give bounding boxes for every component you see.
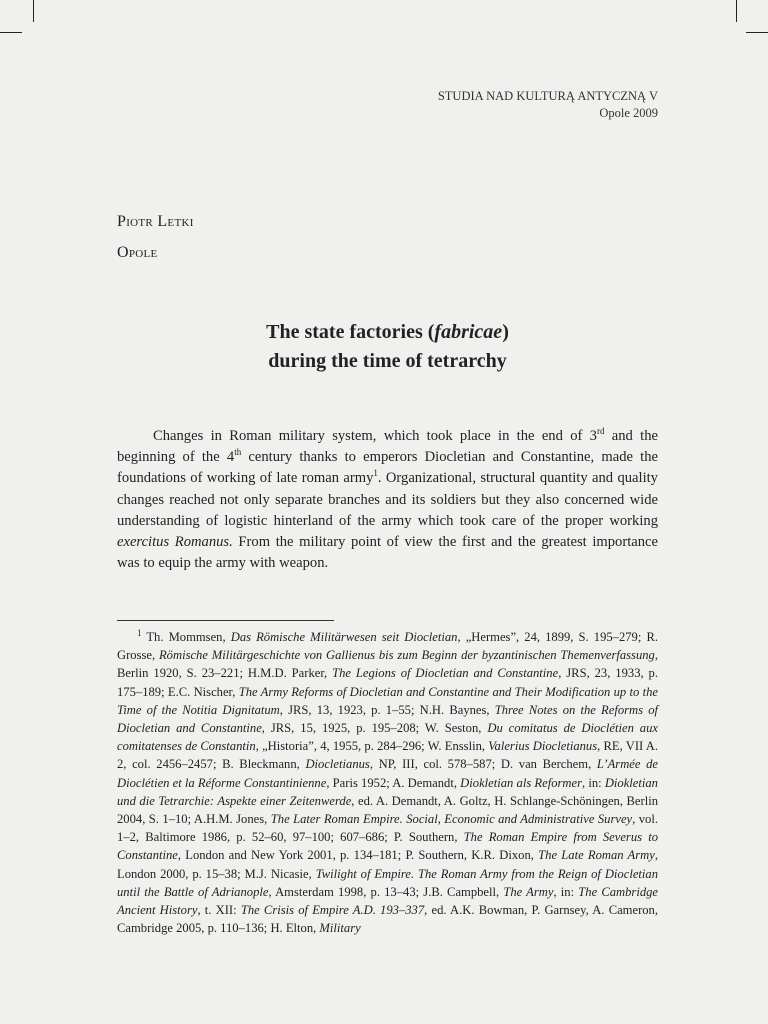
- footnote-text: , ed. A. Demandt, A. Goltz, H. Schlange-Schöningen, Berlin 2004, S. 1–10; A.H.M. Jones,: [117, 793, 658, 827]
- footnote-text: , Amsterdam 1998, p. 13–43; J.B. Campbell,: [268, 884, 504, 899]
- author-name: Piotr Letki: [117, 213, 194, 230]
- para-text-4: . Organizational, structural quantity and quality changes reached not only separate branches and its soldiers but they also concerned wide understanding of logistic hinterland of the army which took care of the proper working: [117, 470, 658, 529]
- title-line-2: during the time of tetrarchy: [268, 350, 507, 372]
- footnote-cited-title: The Army: [503, 884, 554, 899]
- footnote-text: , t. XII:: [197, 903, 241, 918]
- title-italic: fabricae: [434, 321, 503, 343]
- crop-mark-left-h: [0, 32, 22, 33]
- para-text-3: century thanks to emperors Diocletian and Constantine, made the foundations of working of late roman army: [117, 449, 658, 487]
- footnote-text: , NP, III, col. 578–587; D. van Berchem,: [369, 757, 597, 772]
- footnote-1: [117, 628, 658, 937]
- para-text-2: and the beginning of the 4: [117, 428, 658, 466]
- body-paragraph: [117, 426, 658, 574]
- para-text-6: From the military point of view the first and the greatest importance was to equip the army with weapon.: [117, 534, 659, 572]
- footnote-text: , RE, VII A. 2, col. 2456–2457; B. Bleckmann,: [117, 739, 658, 772]
- journal-title: STUDIA NAD KULTURĄ ANTYCZNĄ V: [437, 89, 658, 103]
- footnote-cited-title: Military: [319, 921, 361, 936]
- footnote-separator: [117, 620, 334, 621]
- footnote-cited-title: Three Notes on the Reforms of Diocletian and Constantine: [117, 702, 658, 736]
- crop-mark-right: [736, 0, 737, 22]
- crop-mark-left: [33, 0, 34, 22]
- para-text-1: Changes in Roman military system, which took place in the end of 3: [153, 428, 597, 444]
- footnote-cited-title: Diocletianus: [305, 757, 370, 772]
- footnote-cited-title: L’Armée de Dioclétien et la Réforme Constantinienne: [117, 757, 659, 790]
- author-block: [117, 206, 194, 268]
- footnote-text: , JRS, 13, 1923, p. 1–55; N.H. Baynes,: [279, 702, 495, 717]
- sup-rd: rd: [596, 426, 605, 437]
- footnote-cited-title: The Later Roman Empire. Social, Economic and Administrative Survey: [270, 812, 633, 827]
- footnote-text: , „Historia”, 4, 1955, p. 284–296; W. Ensslin,: [255, 739, 489, 754]
- title-line-1: [117, 318, 658, 347]
- footnote-text: , vol. 1–2, Baltimore 1986, p. 52–60, 97–100; 607–686; P. Southern,: [117, 812, 658, 845]
- footnote-cited-title: Römische Militärgeschichte von Gallienus bis zum Beginn der byzantinischen Themenverfassung: [158, 648, 655, 663]
- footnote-text: , „Hermes”, 24, 1899, S. 195–279; R. Grosse,: [117, 630, 658, 663]
- journal-header: [438, 88, 658, 122]
- title-part-a: The state factories (: [266, 321, 435, 343]
- footnote-text: , London 2000, p. 15–38; M.J. Nicasie,: [117, 848, 658, 881]
- sup-th: th: [234, 447, 242, 458]
- footnote-cited-title: The Roman Empire from Severus to Constantine: [117, 830, 659, 863]
- footnote-text: Th. Mommsen,: [141, 630, 231, 644]
- footnote-cited-title: Das Römische Militärwesen seit Diocletian: [230, 630, 458, 644]
- footnote-cited-title: The Crisis of Empire A.D. 193–337: [240, 903, 425, 918]
- footnote-cited-title: The Cambridge Ancient History: [117, 884, 658, 918]
- footnote-text: , London and New York 2001, p. 134–181; P. Southern, K.R. Dixon,: [177, 848, 539, 863]
- footnote-ref[interactable]: 1: [373, 468, 378, 479]
- footnote-number: 1: [137, 627, 142, 638]
- footnote-body: [117, 627, 659, 936]
- footnote-text: , JRS, 23, 1933, p. 175–189; E.C. Nischer,: [117, 666, 658, 699]
- footnote-cited-title: Twilight of Empire. The Roman Army from the Reign of Diocletian until the Battle of Adrianople: [117, 866, 659, 899]
- footnote-cited-title: Valerius Diocletianus: [488, 739, 598, 754]
- crop-mark-right-h: [746, 32, 768, 33]
- footnote-cited-title: Diokletian und die Tetrarchie: Aspekte einer Zeitenwerde: [117, 775, 658, 808]
- footnote-cited-title: Diokletian als Reformer: [460, 775, 582, 790]
- footnote-cited-title: The Legions of Diocletian and Constantine: [332, 666, 559, 681]
- para-italic: exercitus Romanus.: [117, 534, 233, 551]
- footnote-cited-title: The Late Roman Army: [538, 848, 655, 863]
- footnote-text: , Berlin 1920, S. 23–221; H.M.D. Parker,: [117, 648, 658, 681]
- footnote-cited-title: The Army Reforms of Diocletian and Constantine and Their Modification up to the Time of the Notitia Dignitatum: [117, 684, 658, 717]
- footnote-text: , in:: [553, 884, 579, 899]
- journal-place-year: Opole 2009: [599, 106, 658, 120]
- title-part-b: ): [502, 321, 509, 343]
- footnote-cited-title: Du comitatus de Dioclétien aux comitatenses de Constantin: [117, 721, 658, 754]
- footnote-text: , Paris 1952; A. Demandt,: [326, 775, 461, 790]
- footnote-text: , JRS, 15, 1925, p. 195–208; W. Seston,: [261, 721, 488, 736]
- footnote-text: , in:: [581, 775, 605, 790]
- author-city: Opole: [117, 244, 158, 261]
- footnote-text: , ed. A.K. Bowman, P. Garnsey, A. Cameron, Cambridge 2005, p. 110–136; H. Elton,: [117, 903, 659, 936]
- article-title: [117, 318, 658, 376]
